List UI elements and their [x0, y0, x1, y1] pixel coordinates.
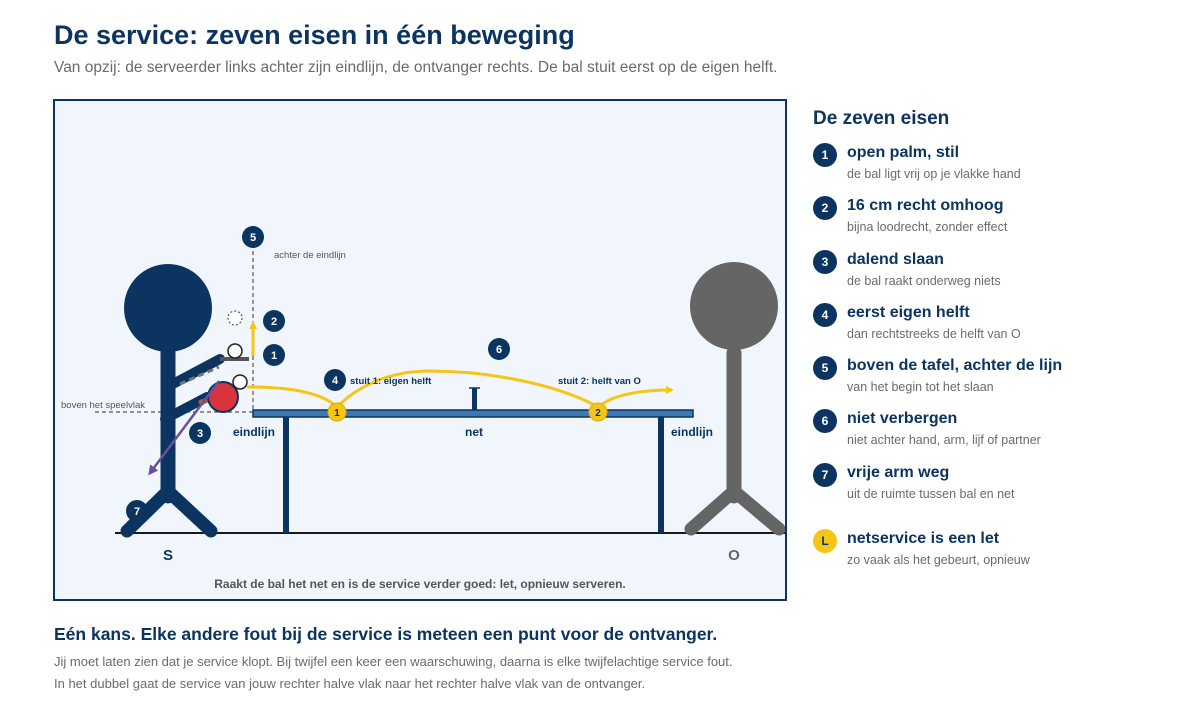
svg-text:5: 5	[249, 232, 257, 244]
table-net	[472, 388, 477, 410]
svg-text:1: 1	[270, 350, 278, 362]
requirement-title: 16 cm recht omhoog	[847, 197, 1004, 214]
requirement-badge: 4	[813, 303, 837, 327]
requirements-sidebar	[813, 108, 1193, 567]
requirement-title: boven de tafel, achter de lijn	[847, 357, 1063, 374]
table-leg-right	[658, 417, 664, 533]
requirement-desc: van het begin tot het slaan	[847, 380, 994, 394]
service-diagram	[53, 99, 787, 601]
requirement-title: netservice is een let	[847, 530, 1000, 547]
label-eindlijn-left: eindlijn	[233, 425, 275, 439]
bottom-line-1: Jij moet laten zien dat je service klopt. Bij twijfel een keer een waarschuwing, daarna is elke twijfelachtige service fout.	[54, 654, 733, 669]
ball-top-position	[228, 311, 242, 325]
label-receiver: O	[728, 547, 740, 564]
requirement-badge: 7	[813, 463, 837, 487]
label-boven-speelvlak: boven het speelvlak	[61, 400, 145, 411]
ball-on-palm	[228, 344, 242, 358]
requirement-desc: uit de ruimte tussen bal en net	[847, 487, 1015, 501]
marker-4	[324, 369, 346, 391]
marker-7	[126, 500, 148, 522]
requirement-badge: 1	[813, 143, 837, 167]
label-net: net	[465, 425, 483, 439]
requirement-desc: dan rechtstreeks de helft van O	[847, 327, 1021, 341]
bottom-heading: Eén kans. Elke andere fout bij de service is meteen een punt voor de ontvanger.	[54, 624, 718, 644]
ball-at-hit	[233, 375, 247, 389]
table-leg-left	[283, 417, 289, 533]
marker-3	[189, 422, 211, 444]
svg-text:2: 2	[595, 408, 601, 419]
svg-text:6: 6	[495, 344, 503, 356]
bottom-line-2: In het dubbel gaat de service van jouw rechter halve vlak naar het rechter halve vlak van de ontvanger.	[54, 676, 646, 691]
bounce-marker-1	[328, 403, 346, 421]
requirement-badge: 2	[813, 196, 837, 220]
diagram-canvas	[55, 101, 785, 599]
svg-text:2: 2	[270, 316, 278, 328]
marker-6	[488, 338, 510, 360]
page-title: De service: zeven eisen in één beweging	[54, 20, 575, 50]
svg-text:4: 4	[331, 375, 339, 387]
requirement-desc: zo vaak als het gebeurt, opnieuw	[847, 553, 1030, 567]
marker-5	[242, 226, 264, 248]
svg-text:1: 1	[334, 408, 340, 419]
requirement-desc: bijna loodrecht, zonder effect	[847, 220, 1008, 234]
table-top	[253, 410, 693, 417]
racket	[208, 382, 238, 412]
label-server: S	[162, 547, 174, 564]
requirement-title: eerst eigen helft	[847, 304, 970, 321]
requirement-badge: 6	[813, 409, 837, 433]
marker-1	[263, 344, 285, 366]
requirement-desc: niet achter hand, arm, lijf of partner	[847, 433, 1041, 447]
diagram-footer: Raakt de bal het net en is de service verder goed: let, opnieuw serveren.	[214, 577, 626, 591]
requirement-title: vrije arm weg	[847, 464, 950, 481]
requirement-badge: 5	[813, 356, 837, 380]
label-eindlijn-right: eindlijn	[671, 425, 713, 439]
label-achter-eindlijn: achter de eindlijn	[274, 250, 346, 261]
requirement-desc: de bal ligt vrij op je vlakke hand	[847, 167, 1021, 181]
marker-2	[263, 310, 285, 332]
requirement-desc: de bal raakt onderweg niets	[847, 274, 1001, 288]
bounce-marker-2	[589, 403, 607, 421]
requirement-title: niet verbergen	[847, 410, 958, 427]
svg-text:7: 7	[133, 506, 141, 518]
requirement-title: dalend slaan	[847, 251, 944, 268]
label-bounce-2: stuit 2: helft van O	[558, 376, 641, 387]
svg-text:3: 3	[196, 428, 204, 440]
sidebar-title: De zeven eisen	[813, 108, 950, 129]
page-subtitle: Van opzij: de serveerder links achter zijn eindlijn, de ontvanger rechts. De bal stuit eerst op de eigen helft.	[54, 59, 778, 76]
requirement-title: open palm, stil	[847, 144, 960, 161]
receiver-figure	[690, 262, 779, 529]
label-bounce-1: stuit 1: eigen helft	[350, 376, 432, 387]
requirement-badge: 3	[813, 250, 837, 274]
let-badge: L	[813, 529, 837, 553]
